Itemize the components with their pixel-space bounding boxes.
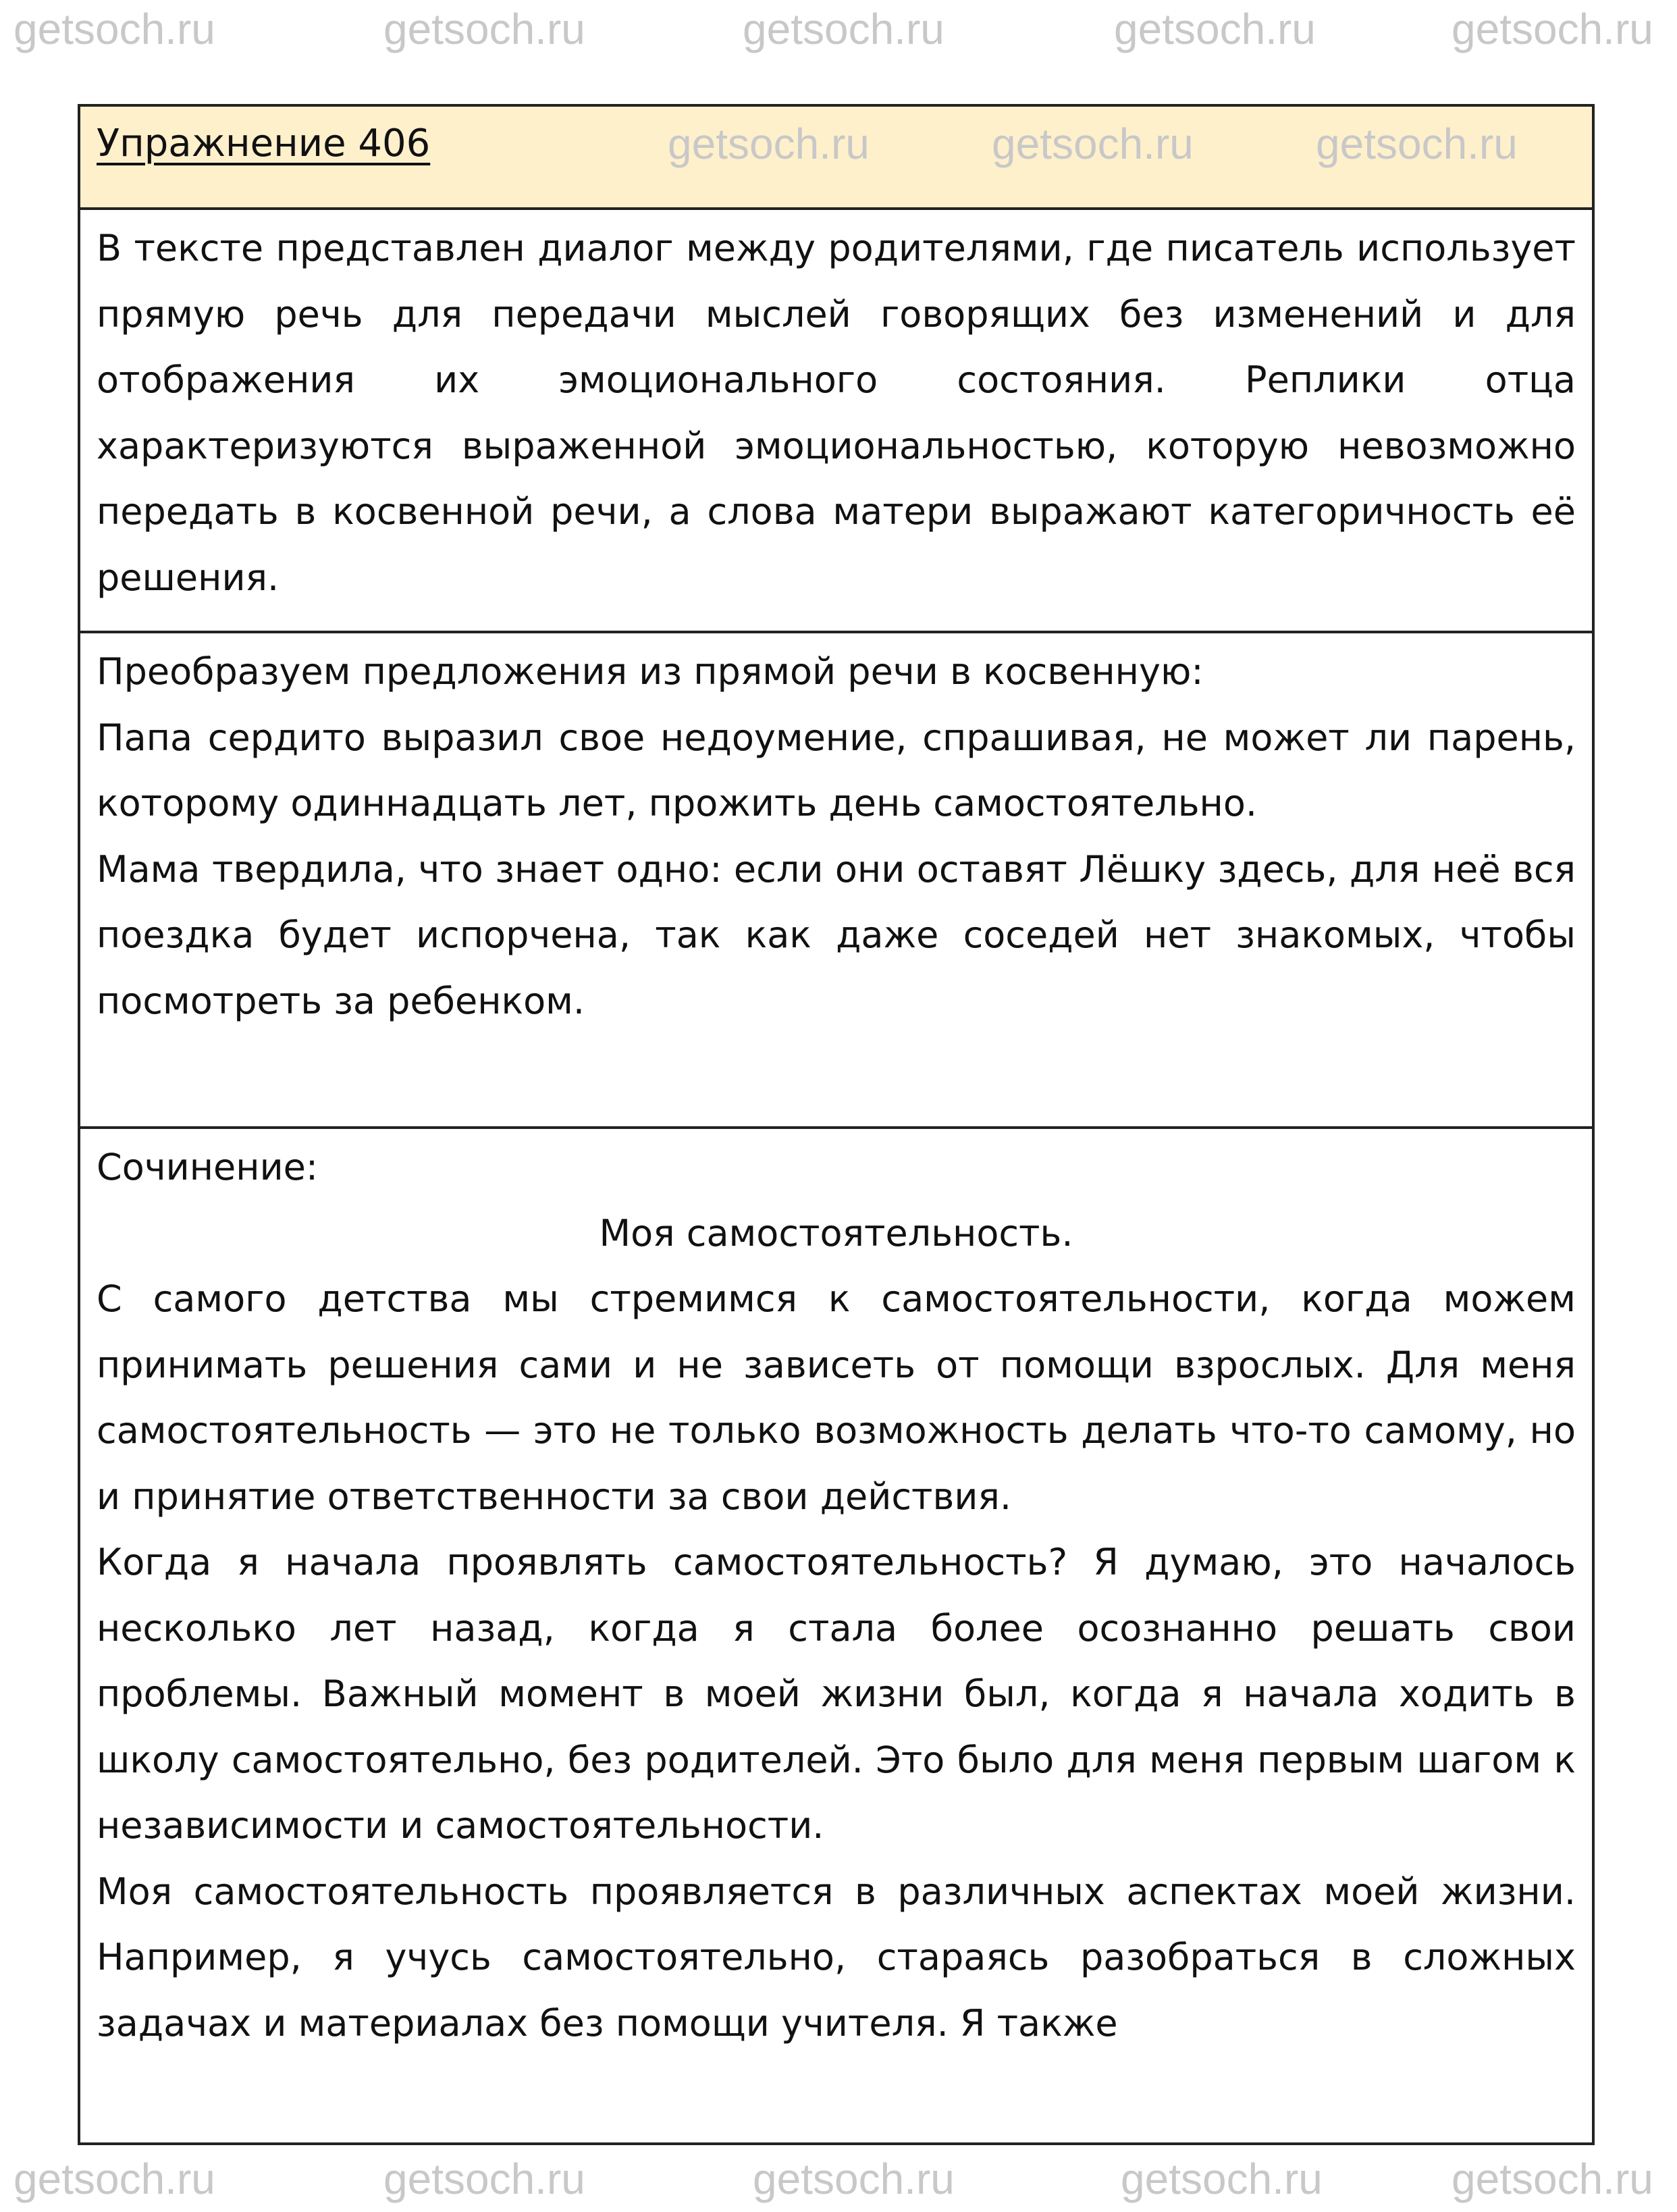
watermark: getsoch.ru <box>1452 2155 1653 2203</box>
watermark: getsoch.ru <box>1452 5 1653 53</box>
watermark: getsoch.ru <box>383 2155 585 2203</box>
watermark: getsoch.ru <box>14 2155 215 2203</box>
watermark: getsoch.ru <box>1114 5 1316 53</box>
paragraph: Папа сердито выразил свое недоумение, спрашивая, не может ли парень, которому одиннадцать лет, прожить день самостоятельно. <box>97 716 1576 824</box>
analysis-section <box>80 207 1592 631</box>
watermark: getsoch.ru <box>383 5 585 53</box>
watermark: getsoch.ru <box>743 5 944 53</box>
watermark: getsoch.ru <box>1121 2155 1323 2203</box>
section-label: Сочинение: <box>97 1146 319 1188</box>
paragraph: С самого детства мы стремимся к самостоятельности, когда можем принимать решения сами и не зависеть от помощи взрослых. Для меня самостоятельность — это не только возможность делать что-то самому, но и принятие ответственности за свои действия. <box>97 1278 1576 1518</box>
watermark: getsoch.ru <box>753 2155 955 2203</box>
paragraph: Моя самостоятельность проявляется в различных аспектах моей жизни. Например, я учусь самостоятельно, стараясь разобраться в сложных задачах и материалах без помощи учителя. Я также <box>97 1870 1576 2045</box>
watermark: getsoch.ru <box>668 120 870 168</box>
exercise-header <box>80 107 1592 207</box>
paragraph: Когда я начала проявлять самостоятельность? Я думаю, это началось несколько лет назад, когда я стала более осознанно решать свои проблемы. Важный момент в моей жизни был, когда я начала ходить в школу самостоятельно, без родителей. Это было для меня первым шагом к независимости и самостоятельности. <box>97 1541 1576 1847</box>
indirect-speech-section <box>80 631 1592 1126</box>
watermark: getsoch.ru <box>14 5 215 53</box>
exercise-title: Упражнение 406 <box>97 122 431 165</box>
essay-section <box>80 1126 1592 2142</box>
watermark: getsoch.ru <box>992 120 1194 168</box>
essay-title: Моя самостоятельность. <box>599 1211 1073 1255</box>
exercise-table <box>78 104 1595 2145</box>
section-intro: Преобразуем предложения из прямой речи в косвенную: <box>97 650 1204 693</box>
paragraph: В тексте представлен диалог между родителями, где писатель использует прямую речь для передачи мыслей говорящих без изменений и для отображения их эмоционального состояния. Реплики отца характеризуются выраженной эмоциональностью, которую невозможно передать в косвенной речи, а слова матери выражают категоричность её решения. <box>97 227 1576 599</box>
paragraph: Мама твердила, что знает одно: если они оставят Лёшку здесь, для неё вся поездка будет испорчена, так как даже соседей нет знакомых, чтобы посмотреть за ребенком. <box>97 847 1576 1022</box>
watermark: getsoch.ru <box>1316 120 1518 168</box>
